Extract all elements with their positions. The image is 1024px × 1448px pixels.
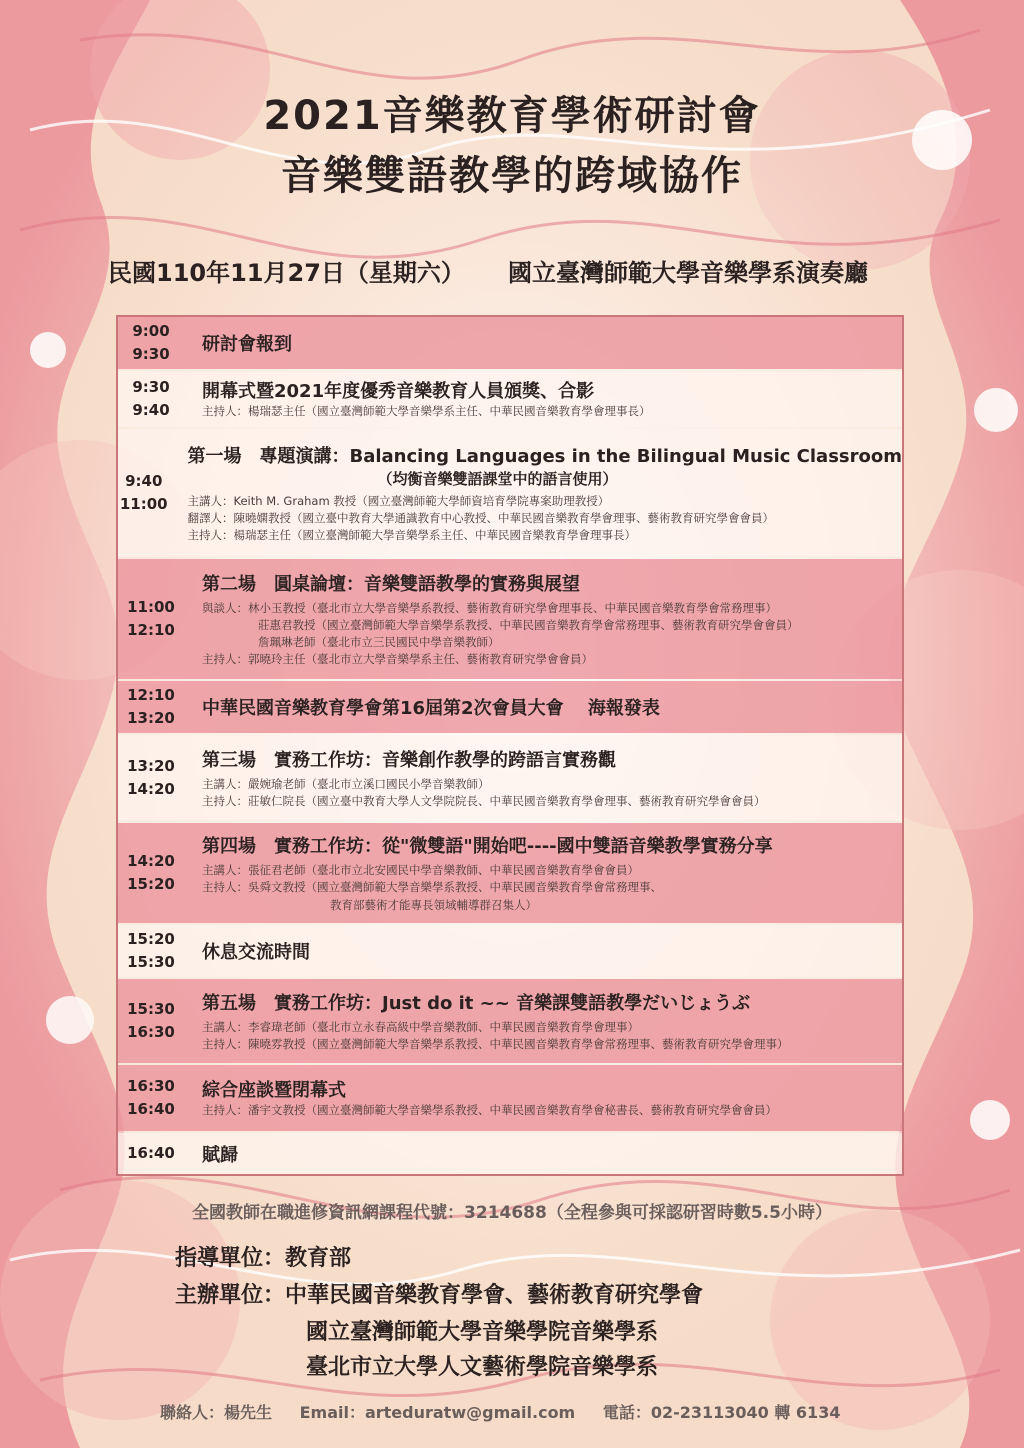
time-slot bbox=[118, 1133, 184, 1174]
time-slot bbox=[118, 371, 184, 427]
speaker-note: 主講人：Keith M. Graham 教授（國立臺灣師範大學師資培育學院專案助理教授） bbox=[187, 493, 610, 508]
time-slot bbox=[118, 979, 184, 1063]
end-time: 9:30 bbox=[132, 345, 170, 363]
start-time: 14:20 bbox=[127, 851, 175, 870]
start-time: 9:00 bbox=[132, 321, 170, 340]
schedule-row-opening bbox=[118, 371, 902, 427]
host-note: 主持人：陳曉雰教授（國立臺灣師範大學音樂學系教授、中華民國音樂教育學會常務理事、藝術教育研究學會理事） bbox=[202, 1037, 789, 1051]
start-time: 15:30 bbox=[127, 999, 175, 1018]
session-title: 第五場 實務工作坊：Just do it ~~ 音樂課雙語教學だいじょうぶ bbox=[202, 992, 751, 1014]
schedule-row-end bbox=[118, 1133, 902, 1174]
contact-info bbox=[160, 1400, 862, 1423]
session-title: 第二場 圓桌論壇：音樂雙語教學的實務與展望 bbox=[202, 573, 580, 595]
start-time: 13:20 bbox=[127, 756, 175, 775]
host-note: 主持人：楊瑞瑟主任（國立臺灣師範大學音樂學系主任、中華民國音樂教育學會理事長） bbox=[187, 528, 636, 543]
session-title: 綜合座談暨閉幕式 bbox=[202, 1080, 346, 1102]
course-code: 全國教師在職進修資訊網課程代號：3214688（全程參與可採認研習時數5.5小時） bbox=[192, 1203, 832, 1223]
end-time: 14:20 bbox=[127, 780, 175, 798]
event-date: 民國110年11月27日（星期六） bbox=[108, 259, 465, 287]
time-slot bbox=[118, 317, 184, 369]
time-slot bbox=[118, 1065, 184, 1131]
host-note: 主持人：莊敏仁院長（國立臺中教育大學人文學院院長、中華民國音樂教育學會理事、藝術教育研究學會會員） bbox=[202, 794, 766, 808]
contact-phone: 電話：02-23113040 轉 6134 bbox=[602, 1403, 841, 1422]
end-time: 13:20 bbox=[127, 709, 175, 727]
end-time: 11:00 bbox=[119, 495, 168, 513]
schedule-table bbox=[116, 315, 904, 1176]
time-slot bbox=[118, 559, 184, 679]
time-slot bbox=[118, 925, 184, 977]
subtitle: 音樂雙語教學的跨域協作 bbox=[281, 153, 743, 199]
schedule-row-assembly bbox=[118, 681, 902, 733]
end-time: 15:30 bbox=[127, 953, 175, 971]
contact-person: 聯絡人：楊先生 bbox=[160, 1403, 273, 1422]
host-unit bbox=[175, 1278, 703, 1309]
session-title: 開幕式暨2021年度優秀音樂教育人員頒獎、合影 bbox=[202, 381, 595, 403]
session-title: 中華民國音樂教育學會第16屆第2次會員大會 海報發表 bbox=[202, 698, 660, 719]
schedule-row-workshop-3 bbox=[118, 735, 902, 821]
event-venue: 國立臺灣師範大學音樂學系演奏廳 bbox=[508, 259, 868, 287]
guide-label: 指導單位： bbox=[175, 1246, 286, 1271]
contact-email: Email：arteduratw@gmail.com bbox=[299, 1403, 576, 1422]
start-time: 16:40 bbox=[127, 1143, 175, 1162]
session-title: 第一場 專題演講：Balancing Languages in the Bilingual Music Classroom bbox=[187, 445, 902, 467]
time-slot bbox=[118, 429, 170, 557]
start-time: 11:00 bbox=[127, 597, 175, 616]
session-title: 賦歸 bbox=[202, 1144, 238, 1166]
time-slot bbox=[118, 735, 184, 821]
start-time: 9:30 bbox=[132, 377, 170, 396]
guide-unit bbox=[175, 1241, 351, 1272]
end-time: 12:10 bbox=[127, 621, 175, 639]
start-time: 12:10 bbox=[127, 685, 175, 704]
end-time: 9:40 bbox=[132, 401, 170, 419]
start-time: 9:40 bbox=[125, 471, 163, 490]
end-time: 15:20 bbox=[127, 875, 175, 893]
host-value-1: 中華民國音樂教育學會、藝術教育研究學會 bbox=[285, 1283, 704, 1308]
panelist-note: 與談人：林小玉教授（臺北市立大學音樂學系教授、藝術教育研究學會理事長、中華民國音樂教育學會常務理事） bbox=[202, 600, 777, 615]
host-note-cont: 教育部藝術才能專長領域輔導群召集人） bbox=[330, 897, 537, 912]
host-note: 主持人：楊瑞瑟主任（國立臺灣師範大學音樂學系主任、中華民國音樂教育學會理事長） bbox=[202, 404, 651, 419]
host-note: 主持人：潘宇文教授（國立臺灣師範大學音樂學系教授、中華民國音樂教育學會秘書長、藝術教育研究學會會員） bbox=[202, 1103, 777, 1118]
session-subtitle: （均衡音樂雙語課堂中的語言使用） bbox=[377, 469, 618, 488]
time-slot bbox=[118, 823, 184, 923]
schedule-row-registration bbox=[118, 317, 902, 369]
main-title: 2021音樂教育學術研討會 bbox=[263, 93, 761, 139]
schedule-row-workshop-5 bbox=[118, 979, 902, 1063]
session-title: 休息交流時間 bbox=[202, 942, 310, 963]
host-note: 主持人：郭曉玲主任（臺北市立大學音樂學系主任、藝術教育研究學會會員） bbox=[202, 652, 593, 667]
host-unit-2: 國立臺灣師範大學音樂學院音樂學系 bbox=[306, 1320, 659, 1345]
schedule-row-roundtable bbox=[118, 559, 902, 679]
end-time: 16:40 bbox=[127, 1100, 175, 1118]
schedule-row-keynote bbox=[118, 429, 902, 557]
schedule-row-break bbox=[118, 925, 902, 977]
start-time: 15:20 bbox=[127, 929, 175, 948]
speaker-note: 主講人：李睿瑋老師（臺北市立永春高級中學音樂教師、中華民國音樂教育學會理事） bbox=[202, 1019, 639, 1034]
start-time: 16:30 bbox=[127, 1076, 175, 1095]
speaker-note: 主講人：張征君老師（臺北市立北安國民中學音樂教師、中華民國音樂教育學會會員） bbox=[202, 863, 639, 878]
speaker-note: 主講人：嚴婉瑜老師（臺北市立溪口國民小學音樂教師） bbox=[202, 776, 490, 791]
host-note: 主持人：吳舜文教授（國立臺灣師範大學音樂學系教授、中華民國音樂教育學會常務理事、 bbox=[202, 880, 662, 895]
panelist-note: 莊惠君教授（國立臺灣師範大學音樂學系教授、中華民國音樂教育學會常務理事、藝術教育研究學會會員） bbox=[258, 617, 799, 632]
host-unit-3: 臺北市立大學人文藝術學院音樂學系 bbox=[306, 1355, 659, 1380]
time-slot bbox=[118, 681, 184, 733]
end-time: 16:30 bbox=[127, 1023, 175, 1041]
schedule-row-closing bbox=[118, 1065, 902, 1131]
translator-note: 翻譯人：陳曉嫻教授（國立臺中教育大學通識教育中心教授、中華民國音樂教育學會理事、藝術教育研究學會會員） bbox=[187, 510, 774, 525]
panelist-note: 詹珮琳老師（臺北市立三民國民中學音樂教師） bbox=[258, 635, 500, 649]
schedule-row-workshop-4 bbox=[118, 823, 902, 923]
session-title: 第三場 實務工作坊：音樂創作教學的跨語言實務觀 bbox=[202, 749, 616, 771]
guide-value: 教育部 bbox=[285, 1246, 352, 1271]
session-title: 研討會報到 bbox=[202, 334, 292, 355]
session-title: 第四場 實務工作坊：從"微雙語"開始吧----國中雙語音樂教學實務分享 bbox=[202, 836, 773, 858]
host-label: 主辦單位： bbox=[175, 1283, 286, 1308]
